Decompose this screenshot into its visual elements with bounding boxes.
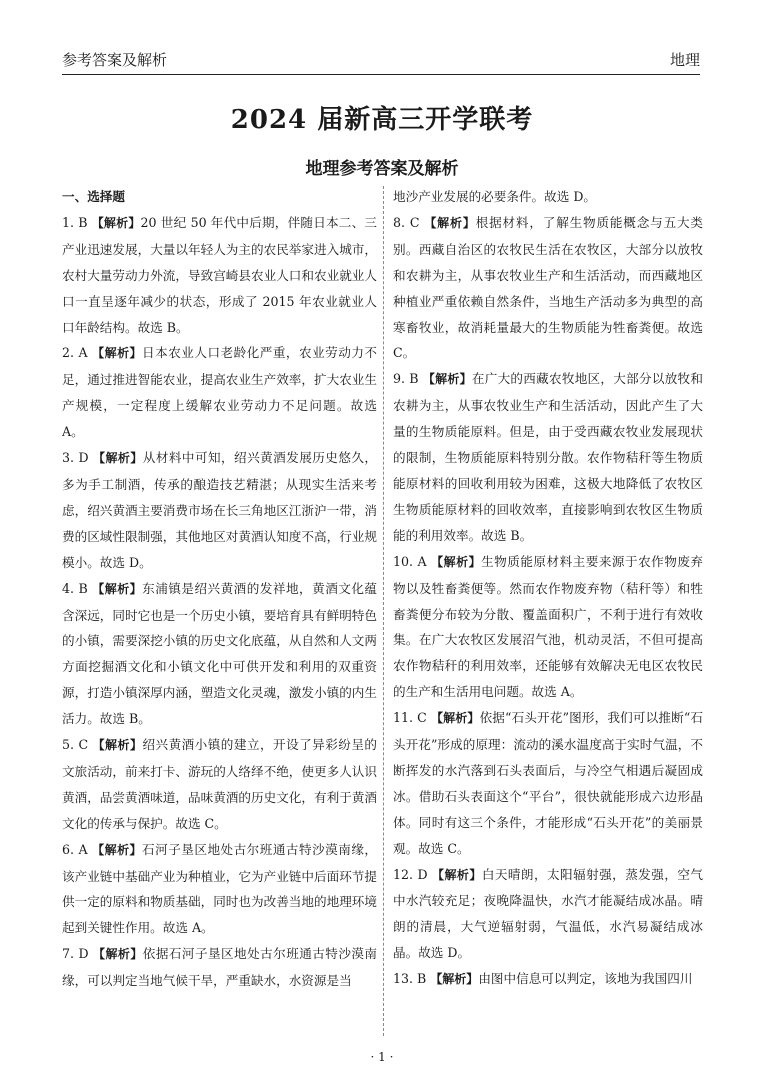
answer-text: 依据石河子垦区地处古尔班通古特沙漠南缘，可以判定当地气候干旱，严重缺水，水资源是当 bbox=[62, 946, 378, 989]
answer-text: 依据“石头开花”图形，我们可以推断“石头开花”形成的原理：流动的溪水温度高于实时气温，不断挥发的水汽落到石头表面后，与冷空气相遇后凝固成冰。借助石头表面这个“平台”，很快就能形成六边形晶体。同时有这三个条件，才能形成“石头开花”的美丽景观。故选 C。 bbox=[393, 710, 703, 856]
right-answer-list bbox=[393, 210, 703, 993]
header-subject: 地理 bbox=[669, 51, 700, 69]
analysis-tag: 【解析】 bbox=[430, 972, 479, 987]
answer-item bbox=[393, 862, 703, 967]
answer-text: 日本农业人口老龄化严重，农业劳动力不足，通过推进智能农业，提高农业生产效率，扩大农业生产规模，一定程度上缓解农业劳动力不足问题。故选 A。 bbox=[62, 345, 377, 440]
answer-number: 2. A bbox=[62, 345, 93, 361]
analysis-tag: 【解析】 bbox=[91, 215, 141, 230]
answer-item bbox=[62, 732, 377, 837]
analysis-tag: 【解析】 bbox=[92, 842, 143, 857]
answer-number: 13. B bbox=[393, 971, 431, 987]
header-left-title: 参考答案及解析 bbox=[62, 51, 168, 69]
left-column bbox=[62, 184, 377, 994]
right-column bbox=[393, 184, 703, 993]
analysis-tag: 【解析】 bbox=[93, 451, 143, 466]
answer-text: 绍兴黄酒小镇的建立，开设了异彩纷呈的文旅活动，前来打卡、游玩的人络绎不绝，使更多人认识黄酒，品尝黄酒味道，品味黄酒的历史文化，有利于黄酒文化的传承与保护。故选 C。 bbox=[62, 737, 377, 831]
answer-text: 从材料中可知，绍兴黄酒发展历史悠久，多为手工制酒，传承的酿造技艺精湛；从现实生活来考虑，绍兴黄酒主要消费市场在长三角地区江浙沪一带，消费的区域性限制强，其他地区对黄酒认知度不高，行业规模小。故选 D。 bbox=[62, 450, 378, 570]
answer-text: 在广大的西藏农牧地区，大部分以放牧和农耕为主，从事农牧业生产和生活活动，因此产生了大量的生物质能原料。但是，由于受西藏农牧业发展现状的限制，生物质能原料特别分散。农作物秸秆等生物质能原材料的回收利用较为困难，这极大地降低了农牧区生物质能原材料的回收效率，直接影响到农牧区生物质能的利用效率。故选 B。 bbox=[393, 371, 703, 543]
answer-number: 12. D bbox=[393, 866, 433, 882]
answer-number: 10. A bbox=[393, 553, 432, 569]
answer-item bbox=[62, 340, 377, 445]
answer-text: 生物质能原材料主要来源于农作物废弃物以及牲畜粪便等。然而农作物废弃物（秸秆等）和牲畜粪便分布较为分散、覆盖面积广，不利于进行有效收集。在广大农牧区发展沼气池，机动灵活，不但可提高农作物秸秆的利用效率，还能够有效解决无电区农牧民的生产和生活用电问题。故选 A。 bbox=[393, 553, 703, 700]
answer-item bbox=[393, 705, 703, 861]
analysis-tag: 【解析】 bbox=[422, 372, 472, 387]
column-divider bbox=[383, 186, 384, 1036]
page-number: · 1 · bbox=[370, 1050, 394, 1064]
answer-number: 9. B bbox=[393, 371, 423, 387]
document-title: 2024 届新高三开学联考 bbox=[230, 105, 534, 135]
answer-item bbox=[62, 210, 377, 341]
analysis-tag: 【解析】 bbox=[432, 867, 482, 882]
analysis-tag: 【解析】 bbox=[92, 581, 143, 596]
left-answer-list bbox=[62, 210, 377, 994]
analysis-tag: 【解析】 bbox=[92, 738, 143, 753]
answer-number: 4. B bbox=[62, 580, 93, 596]
answer-text: 根据材料，了解生物质能概念与五大类别。西藏自治区的农牧民生活在农牧区，大部分以放牧和农耕为主，从事农牧业生产和生活活动，而西藏地区种植业严重依赖自然条件，当地生产活动多为典型的高寒畜牧业，故消耗量最大的生物质能为牲畜粪便。故选 C。 bbox=[393, 214, 703, 361]
answer-item bbox=[62, 445, 377, 576]
document-subtitle: 地理参考答案及解析 bbox=[305, 159, 459, 179]
answer-continuation: 地沙产业发展的必要条件。故选 D。 bbox=[393, 189, 597, 204]
section-heading: 一、选择题 bbox=[62, 189, 125, 204]
answer-item bbox=[393, 549, 703, 705]
answer-item bbox=[62, 576, 377, 732]
answer-number: 5. C bbox=[62, 737, 93, 753]
page-header bbox=[62, 44, 700, 75]
answer-text: 由图中信息可以判定，该地为我国四川 bbox=[478, 971, 693, 987]
answer-text: 石河子垦区地处古尔班通古特沙漠南缘，该产业链中基础产业为种植业，它为产业链中后面环节提供一定的原料和物质基础，同时也为改善当地的地理环境起到关键性作用。故选 A。 bbox=[62, 841, 377, 936]
analysis-tag: 【解析】 bbox=[430, 711, 480, 726]
analysis-tag: 【解析】 bbox=[93, 947, 143, 962]
answer-item bbox=[393, 966, 703, 993]
answer-item bbox=[62, 837, 377, 942]
answer-number: 8. C bbox=[393, 214, 425, 230]
analysis-tag: 【解析】 bbox=[92, 346, 143, 361]
answer-item bbox=[62, 941, 377, 994]
answer-item bbox=[393, 366, 703, 548]
answer-item bbox=[393, 210, 703, 366]
answer-number: 11. C bbox=[393, 710, 431, 726]
answer-number: 3. D bbox=[62, 450, 94, 466]
answer-text: 20 世纪 50 年代中后期，伴随日本二、三产业迅速发展，大量以年轻人为主的农民举家进入城市，农村大量劳动力外流，导致宫崎县农业人口和农业就业人口一直呈逐年减少的状态，形成了 2015 年农业就业人口年龄结构。故选 B。 bbox=[62, 214, 377, 335]
answer-text: 东浦镇是绍兴黄酒的发祥地，黄酒文化蕴含深远，同时它也是一个历史小镇，要培育具有鲜明特色的小镇，需要深挖小镇的历史文化底蕴，从自然和人文两方面挖掘酒文化和小镇文化中可供开发和利用的双重资源，打造小镇深厚内涵，塑造文化灵魂，激发小镇的内生活力。故选 B。 bbox=[62, 580, 378, 727]
analysis-tag: 【解析】 bbox=[431, 554, 482, 569]
answer-number: 1. B bbox=[62, 214, 92, 230]
answer-number: 7. D bbox=[62, 946, 94, 962]
answer-number: 6. A bbox=[62, 841, 93, 857]
answer-text: 白天晴朗，太阳辐射强，蒸发强，空气中水汽较充足；夜晚降温快，水汽才能凝结成冰晶。晴朗的清晨，大气逆辐射弱，气温低，水汽易凝结成冰晶。故选 D。 bbox=[393, 866, 703, 961]
analysis-tag: 【解析】 bbox=[424, 215, 476, 230]
